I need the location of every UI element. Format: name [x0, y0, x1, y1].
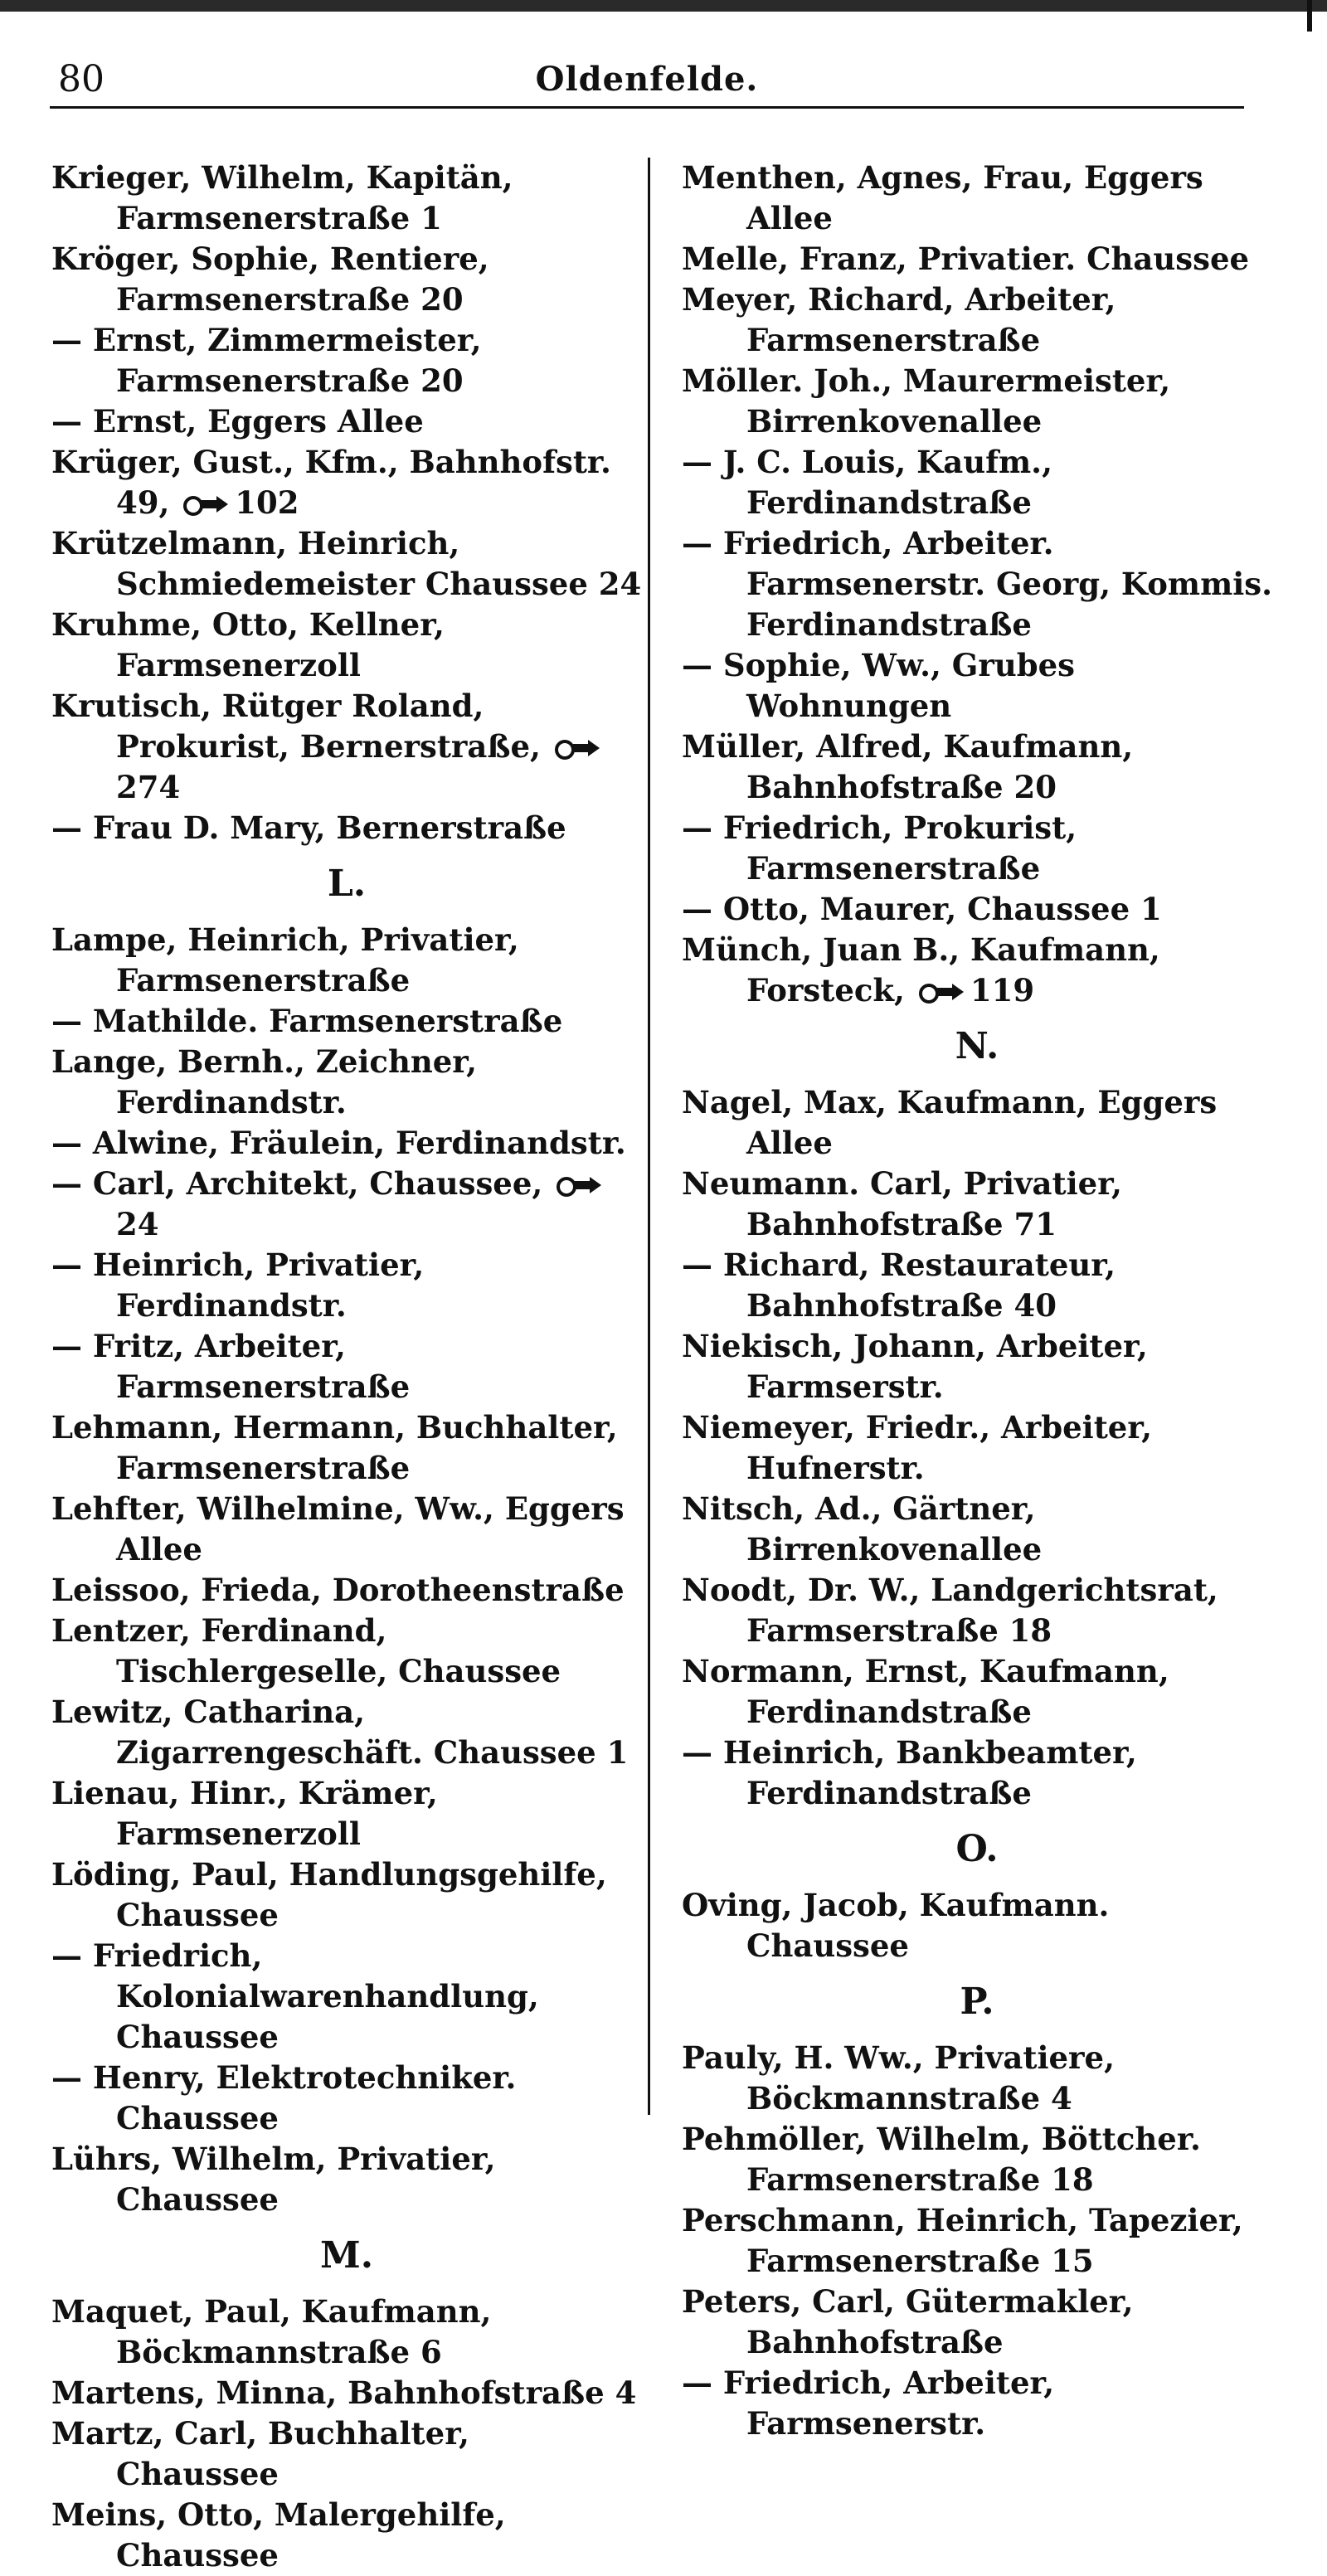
directory-entry	[682, 279, 1272, 361]
entry-text: Lehfter, Wilhelmine, Ww., Eggers Allee	[51, 1490, 625, 1567]
entry-text: Lehmann, Hermann, Buchhalter, Farmsenerstraße	[51, 1409, 618, 1486]
directory-entry	[51, 1245, 642, 1326]
directory-entry	[682, 2363, 1272, 2444]
directory-entry	[682, 1489, 1272, 1570]
entry-text: — Carl, Architekt, Chaussee,	[51, 1165, 543, 1202]
entry-text: Müller, Alfred, Kaufmann, Bahnhofstraße 20	[682, 728, 1134, 805]
directory-entry	[51, 158, 642, 239]
directory-entry	[51, 1001, 642, 1042]
directory-entry	[682, 523, 1272, 645]
directory-entry	[51, 401, 642, 442]
entry-text: Meins, Otto, Malergehilfe, Chaussee	[51, 2496, 506, 2574]
entry-text: Lienau, Hinr., Krämer, Farmsenerzoll	[51, 1775, 438, 1852]
section-letter: L.	[327, 863, 367, 905]
directory-entry	[682, 1570, 1272, 1651]
directory-entry	[682, 2038, 1272, 2119]
phone-number: 119	[970, 972, 1035, 1009]
directory-entry	[682, 1651, 1272, 1733]
entry-text: Krieger, Wilhelm, Kapitän, Farmsenerstraße 1	[51, 159, 513, 236]
entry-text: — Heinrich, Privatier, Ferdinandstr.	[51, 1247, 425, 1324]
directory-entry	[682, 889, 1272, 930]
directory-entry	[682, 361, 1272, 442]
entry-text: Peters, Carl, Gütermakler, Bahnhofstraße	[682, 2283, 1134, 2360]
directory-entry	[682, 2119, 1272, 2200]
running-title: Oldenfelde.	[535, 60, 759, 99]
entry-text: Lampe, Heinrich, Privatier, Farmsenerstraße	[51, 921, 519, 999]
entry-text: — Mathilde. Farmsenerstraße	[51, 1003, 563, 1039]
right-column	[682, 158, 1272, 2444]
entry-text: Martz, Carl, Buchhalter, Chaussee	[51, 2415, 469, 2492]
directory-entry	[51, 1692, 642, 1773]
entry-text: Lührs, Wilhelm, Privatier, Chaussee	[51, 2141, 496, 2218]
entry-text: Lange, Bernh., Zeichner, Ferdinandstr.	[51, 1043, 477, 1120]
directory-entry	[51, 920, 642, 1001]
phone-number: 102	[235, 484, 299, 521]
directory-entry	[682, 1245, 1272, 1326]
entry-text: Nitsch, Ad., Gärtner, Birrenkovenallee	[682, 1490, 1043, 1567]
directory-entry	[51, 442, 642, 523]
entry-text: Melle, Franz, Privatier. Chaussee	[682, 241, 1250, 277]
entry-text: — J. C. Louis, Kaufm., Ferdinandstraße	[682, 444, 1052, 521]
directory-entry	[51, 320, 642, 401]
directory-entry	[51, 1936, 642, 2058]
entry-text: — Ernst, Eggers Allee	[51, 403, 424, 440]
directory-entry	[51, 1042, 642, 1123]
scan-corner-mark	[1307, 0, 1312, 32]
directory-entry	[51, 1407, 642, 1489]
entry-text: — Henry, Elektrotechniker. Chaussee	[51, 2059, 517, 2136]
header-rule	[50, 106, 1244, 109]
directory-entry	[682, 1082, 1272, 1164]
entry-text: Normann, Ernst, Kaufmann, Ferdinandstraße	[682, 1653, 1169, 1730]
section-letter: M.	[319, 2234, 374, 2277]
entry-text: Löding, Paul, Handlungsgehilfe, Chaussee	[51, 1856, 607, 1933]
directory-entry	[682, 158, 1272, 239]
entry-text: — Friedrich, Prokurist, Farmsenerstraße	[682, 809, 1077, 887]
directory-entry	[682, 1326, 1272, 1407]
entry-text: Martens, Minna, Bahnhofstraße 4	[51, 2374, 637, 2411]
directory-entry	[682, 239, 1272, 279]
entry-text: Kröger, Sophie, Rentiere, Farmsenerstraße 20	[51, 241, 489, 318]
column-divider	[648, 158, 650, 2115]
directory-entry	[51, 808, 642, 848]
entry-text: — Frau D. Mary, Bernerstraße	[51, 809, 566, 846]
phone-number: 274	[116, 769, 181, 805]
directory-entry	[682, 1733, 1272, 1814]
telephone-key-icon	[919, 983, 964, 1001]
entry-text: — Richard, Restaurateur, Bahnhofstraße 40	[682, 1247, 1116, 1324]
directory-entry	[51, 1326, 642, 1407]
entry-text: Krützelmann, Heinrich, Schmiedemeister Chaussee 24	[51, 525, 642, 602]
telephone-key-icon	[555, 739, 600, 757]
telephone-key-icon	[557, 1176, 601, 1194]
section-letter: O.	[955, 1828, 999, 1870]
entry-text: Nagel, Max, Kaufmann, Eggers Allee	[682, 1084, 1218, 1161]
directory-entry	[51, 2058, 642, 2139]
entry-text: Niemeyer, Friedr., Arbeiter, Hufnerstr.	[682, 1409, 1153, 1486]
entry-text: Lewitz, Catharina, Zigarrengeschäft. Chaussee 1	[51, 1694, 629, 1771]
phone-number: 24	[116, 1206, 159, 1242]
directory-entry	[682, 2200, 1272, 2282]
entry-text: — Sophie, Ww., Grubes Wohnungen	[682, 647, 1075, 724]
entry-text: Pauly, H. Ww., Privatiere, Böckmannstraße 4	[682, 2039, 1115, 2117]
entry-text: Krüger, Gust., Kfm., Bahnhofstr. 49,	[51, 444, 611, 521]
entry-text: — Alwine, Fräulein, Ferdinandstr.	[51, 1125, 626, 1161]
left-column	[51, 158, 642, 2576]
directory-entry	[51, 2139, 642, 2220]
entry-text: Menthen, Agnes, Frau, Eggers Allee	[682, 159, 1203, 236]
directory-entry	[51, 1123, 642, 1164]
entry-text: Maquet, Paul, Kaufmann, Böckmannstraße 6	[51, 2293, 492, 2370]
entry-text: Möller. Joh., Maurermeister, Birrenkovenallee	[682, 362, 1171, 440]
entry-text: Perschmann, Heinrich, Tapezier, Farmsenerstraße 15	[682, 2202, 1243, 2279]
entry-text: — Otto, Maurer, Chaussee 1	[682, 891, 1162, 927]
directory-entry	[51, 1570, 642, 1611]
page-number: 80	[58, 58, 105, 100]
directory-entry	[51, 1164, 642, 1245]
entry-text: Pehmöller, Wilhelm, Böttcher. Farmsenerstraße 18	[682, 2121, 1201, 2198]
directory-entry	[51, 1489, 642, 1570]
directory-entry	[51, 1611, 642, 1692]
entry-text: — Fritz, Arbeiter, Farmsenerstraße	[51, 1328, 411, 1405]
section-letter: P.	[960, 1981, 994, 2023]
directory-entry	[682, 442, 1272, 523]
directory-entry	[51, 2495, 642, 2576]
directory-entry	[51, 686, 642, 808]
directory-entry	[51, 2292, 642, 2373]
entry-text: — Friedrich, Kolonialwarenhandlung, Chaussee	[51, 1937, 539, 2055]
entry-text: Krutisch, Rütger Roland, Prokurist, Bernerstraße,	[51, 688, 541, 765]
entry-text: Oving, Jacob, Kaufmann. Chaussee	[682, 1887, 1110, 1964]
directory-entry	[51, 523, 642, 605]
entry-text: Neumann. Carl, Privatier, Bahnhofstraße 71	[682, 1165, 1122, 1242]
directory-entry	[682, 930, 1272, 1011]
directory-entry	[51, 2373, 642, 2413]
directory-entry	[51, 239, 642, 320]
entry-text: Lentzer, Ferdinand, Tischlergeselle, Chaussee	[51, 1612, 561, 1689]
entry-text: — Friedrich, Arbeiter. Farmsenerstr. Georg, Kommis. Ferdinandstraße	[682, 525, 1272, 643]
entry-text: Noodt, Dr. W., Landgerichtsrat, Farmserstraße 18	[682, 1572, 1218, 1649]
entry-text: Münch, Juan B., Kaufmann, Forsteck,	[682, 931, 1160, 1009]
directory-entry	[682, 727, 1272, 808]
directory-entry	[51, 605, 642, 686]
entry-text: — Heinrich, Bankbeamter, Ferdinandstraße	[682, 1734, 1137, 1811]
entry-text: Meyer, Richard, Arbeiter, Farmsenerstraße	[682, 281, 1116, 358]
directory-entry	[51, 1854, 642, 1936]
directory-entry	[51, 1773, 642, 1854]
directory-entry	[682, 2282, 1272, 2363]
directory-entry	[682, 1164, 1272, 1245]
telephone-key-icon	[183, 495, 228, 513]
directory-entry	[682, 808, 1272, 889]
entry-text: Leissoo, Frieda, Dorotheenstraße	[51, 1572, 625, 1608]
entry-text: — Ernst, Zimmermeister, Farmsenerstraße 20	[51, 322, 482, 399]
scan-top-edge	[0, 0, 1327, 12]
section-letter: N.	[955, 1025, 999, 1067]
directory-entry	[682, 645, 1272, 727]
entry-text: — Friedrich, Arbeiter, Farmsenerstr.	[682, 2365, 1055, 2442]
directory-entry	[682, 1407, 1272, 1489]
directory-entry	[51, 2413, 642, 2495]
entry-text: Niekisch, Johann, Arbeiter, Farmserstr.	[682, 1328, 1148, 1405]
entry-text: Kruhme, Otto, Kellner, Farmsenerzoll	[51, 606, 445, 683]
directory-entry	[682, 1885, 1272, 1966]
